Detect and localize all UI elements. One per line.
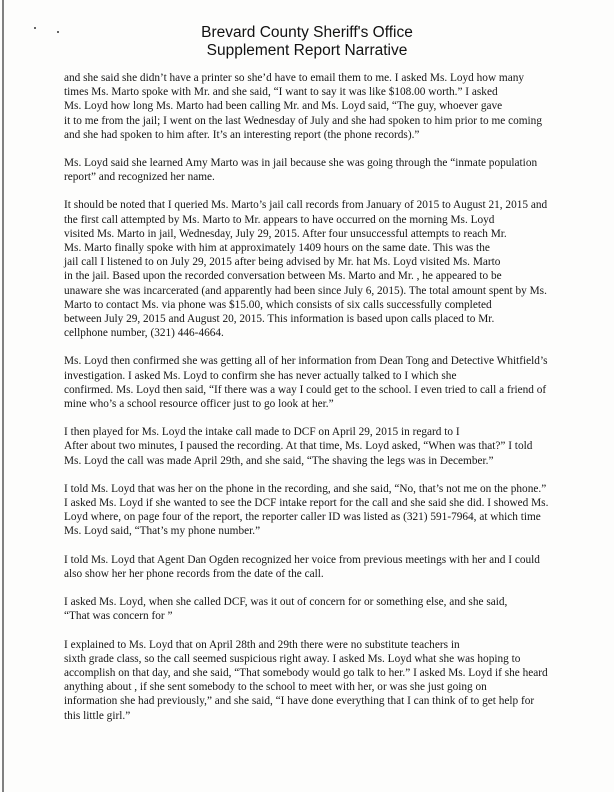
narrative-line: Ms. Marto finally spoke with him at approximately 1409 hours on the same date. This was the <box>64 242 490 255</box>
narrative-line: unaware she was incarcerated (and apparently had been since July 6, 2015). The total amount spent by Ms. <box>64 284 547 297</box>
narrative-line: it to me from the jail; I went on the last Wednesday of July and she had spoken to him prior to me coming <box>64 114 542 127</box>
narrative-paragraph <box>64 354 550 411</box>
narrative-paragraph <box>64 482 550 539</box>
narrative-line: I told Ms. Loyd that Agent Dan Ogden recognized her voice from previous meetings with her and I could <box>64 553 540 566</box>
agency-name: Brevard County Sheriff's Office <box>201 24 413 41</box>
narrative-line: between July 29, 2015 and August 20, 2015. This information is based upon calls placed to Mr. <box>64 313 495 326</box>
narrative-line: investigation. I asked Ms. Loyd to confirm she has never actually talked to I which she <box>64 369 457 382</box>
narrative-body <box>64 71 550 737</box>
narrative-line: Ms. Loyd said, “That’s my phone number.” <box>64 525 261 538</box>
narrative-line: Ms. Loyd how long Ms. Marto had been calling Mr. and Ms. Loyd said, “The guy, whoever gave <box>64 100 503 113</box>
narrative-line: and she said she didn’t have a printer so she’d have to email them to me. I asked Ms. Loyd how many <box>64 72 525 84</box>
narrative-paragraph <box>64 71 550 142</box>
narrative-line: mine who’s a school resource officer just to go look at her.” <box>64 398 334 411</box>
narrative-line: accomplish on that day, and she said, “That somebody would go talk to her.” I asked Ms. Loyd if she heard <box>64 666 548 679</box>
narrative-line: I asked Ms. Loyd, when she called DCF, was it out of concern for or something else, and she said, <box>64 596 508 609</box>
narrative-line: It should be noted that I queried Ms. Marto’s jail call records from January of 2015 to August 21, 2015 and <box>64 199 548 212</box>
narrative-line: visited Ms. Marto in jail, Wednesday, July 29, 2015. After four unsuccessful attempts to reach Mr. <box>64 227 507 240</box>
narrative-line: Loyd where, on page four of the report, the reporter caller ID was listed as (321) 591-7964, at which time <box>64 511 541 524</box>
narrative-line: I then played for Ms. Loyd the intake call made to DCF on April 29, 2015 in regard to I <box>64 426 460 439</box>
narrative-line: cellphone number, (321) 446-4664. <box>64 327 224 340</box>
narrative-line: Ms. Loyd the call was made April 29th, and she said, “The shaving the legs was in December.” <box>64 454 494 467</box>
narrative-line: information she had previously,” and she said, “I have done everything that I can think of to get help for <box>64 695 535 708</box>
report-header <box>0 24 614 60</box>
narrative-line: Ms. Loyd said she learned Amy Marto was in jail because she was going through the “inmate population <box>64 157 538 170</box>
narrative-line: jail call I listened to on July 29, 2015 after being advised by Mr. hat Ms. Loyd visited Ms. Marto <box>64 256 501 269</box>
narrative-line: I told Ms. Loyd that was her on the phone in the recording, and she said, “No, that’s not me on the phone.” <box>64 482 547 495</box>
narrative-line: anything about , if she sent somebody to the school to meet with her, or was she just going on <box>64 681 487 694</box>
narrative-line: I asked Ms. Loyd if she wanted to see the DCF intake report for the call and she said she did. I showed Ms. <box>64 497 549 510</box>
scan-edge-line <box>2 0 4 792</box>
narrative-line: Ms. Loyd then confirmed she was getting all of her information from Dean Tong and Detective Whitfield’s <box>64 355 548 368</box>
narrative-line: I explained to Ms. Loyd that on April 28th and 29th there were no substitute teachers in <box>64 638 460 651</box>
narrative-line: “That was concern for ” <box>64 610 173 623</box>
narrative-line: this little girl.” <box>64 709 131 722</box>
narrative-line: sixth grade class, so the call seemed suspicious right away. I asked Ms. Loyd what she was hoping to <box>64 652 521 665</box>
narrative-paragraph <box>64 553 550 581</box>
narrative-line: times Ms. Marto spoke with Mr. and she said, “I want to say it was like $108.00 worth.” I asked <box>64 86 498 99</box>
report-title: Supplement Report Narrative <box>206 42 408 59</box>
narrative-line: the first call attempted by Ms. Marto to Mr. appears to have occurred on the morning Ms. Loyd <box>64 213 495 226</box>
narrative-paragraph <box>64 198 550 340</box>
narrative-line: confirmed. Ms. Loyd then said, “If there was a way I could get to the school. I even tried to call a friend of <box>64 383 547 396</box>
narrative-line: After about two minutes, I paused the recording. At that time, Ms. Loyd asked, “When was that?” I told <box>64 440 533 453</box>
narrative-line: report” and recognized her name. <box>64 171 215 184</box>
narrative-paragraph <box>64 156 550 184</box>
narrative-line: also show her her phone records from the date of the call. <box>64 567 324 580</box>
narrative-paragraph <box>64 595 550 623</box>
narrative-line: Marto to contact Ms. via phone was $15.00, which consists of six calls successfully completed <box>64 298 492 311</box>
narrative-paragraph <box>64 638 550 723</box>
narrative-line: in the jail. Based upon the recorded conversation between Ms. Marto and Mr. , he appeared to be <box>64 270 502 283</box>
narrative-line: and she had spoken to him after. It’s an interesting report (the phone records).” <box>64 128 420 141</box>
narrative-paragraph <box>64 425 550 468</box>
